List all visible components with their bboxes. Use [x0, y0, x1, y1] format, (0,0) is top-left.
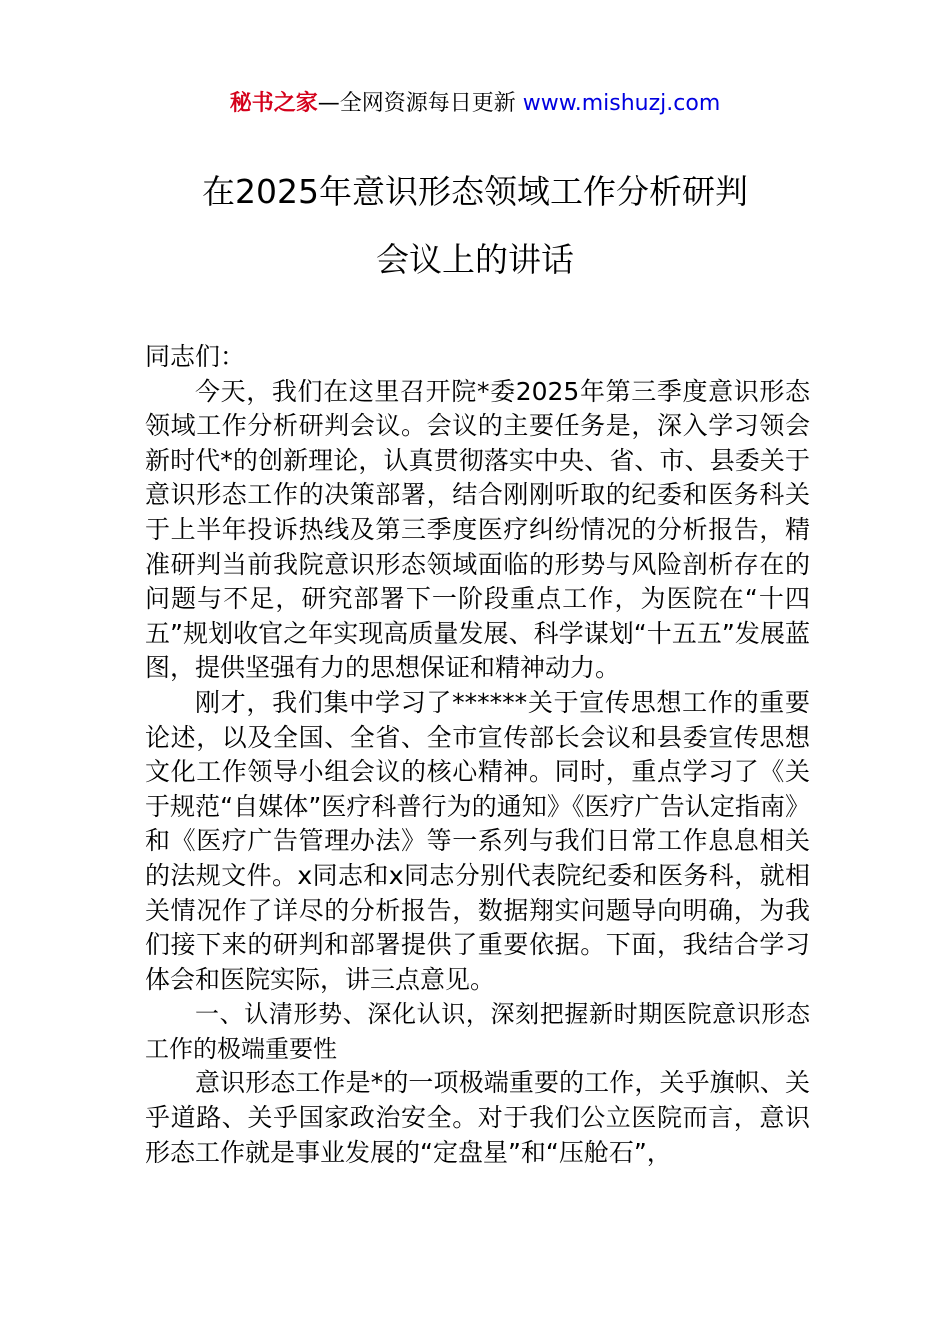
section-paragraph: 意识形态工作是*的一项极端重要的工作，关乎旗帜、关乎道路、关乎国家政治安全。对于我们公立医院而言，意识形态工作就是事业发展的“定盘星”和“压舱石”， — [145, 1068, 810, 1167]
site-header — [0, 88, 950, 120]
title-line-2: 会议上的讲话 — [376, 240, 574, 279]
document-title — [0, 158, 950, 294]
paragraph-intro: 今天，我们在这里召开院*委2025年第三季度意识形态领域工作分析研判会议。会议的主要任务是，深入学习领会新时代*的创新理论，认真贯彻落实中央、省、市、县委关于意识形态工作的决策部署，结合刚刚听取的纪委和医务科关于上半年投诉热线及第三季度医疗纠纷情况的分析报告，精准研判当前我院意识形态领域面临的形势与风险剖析存在的问题与不足，研究部署下一阶段重点工作，为医院在“十四五”规划收官之年实现高质量发展、科学谋划“十五五”发展蓝图，提供坚强有力的思想保证和精神动力。 — [145, 376, 810, 683]
site-url-link[interactable]: www.mishuzj.com — [522, 91, 721, 116]
title-line-1: 在2025年意识形态领域工作分析研判 — [202, 172, 748, 211]
site-brand: 秘书之家 — [229, 91, 318, 116]
site-tagline: —全网资源每日更新 — [317, 91, 523, 116]
document-body — [145, 340, 810, 1170]
salutation: 同志们： — [145, 342, 246, 371]
section-heading: 一、认清形势、深化认识，深刻把握新时期医院意识形态工作的极端重要性 — [145, 1000, 810, 1063]
paragraph-study: 刚才，我们集中学习了******关于宣传思想工作的重要论述，以及全国、全省、全市宣传部长会议和县委宣传思想文化工作领导小组会议的核心精神。同时，重点学习了《关于规范“自媒体”医疗科普行为的通知》《医疗广告认定指南》和《医疗广告管理办法》等一系列与我们日常工作息息相关的法规文件。x同志和x同志分别代表院纪委和医务科，就相关情况作了详尽的分析报告，数据翔实问题导向明确，为我们接下来的研判和部署提供了重要依据。下面，我结合学习体会和医院实际，讲三点意见。 — [145, 687, 810, 994]
